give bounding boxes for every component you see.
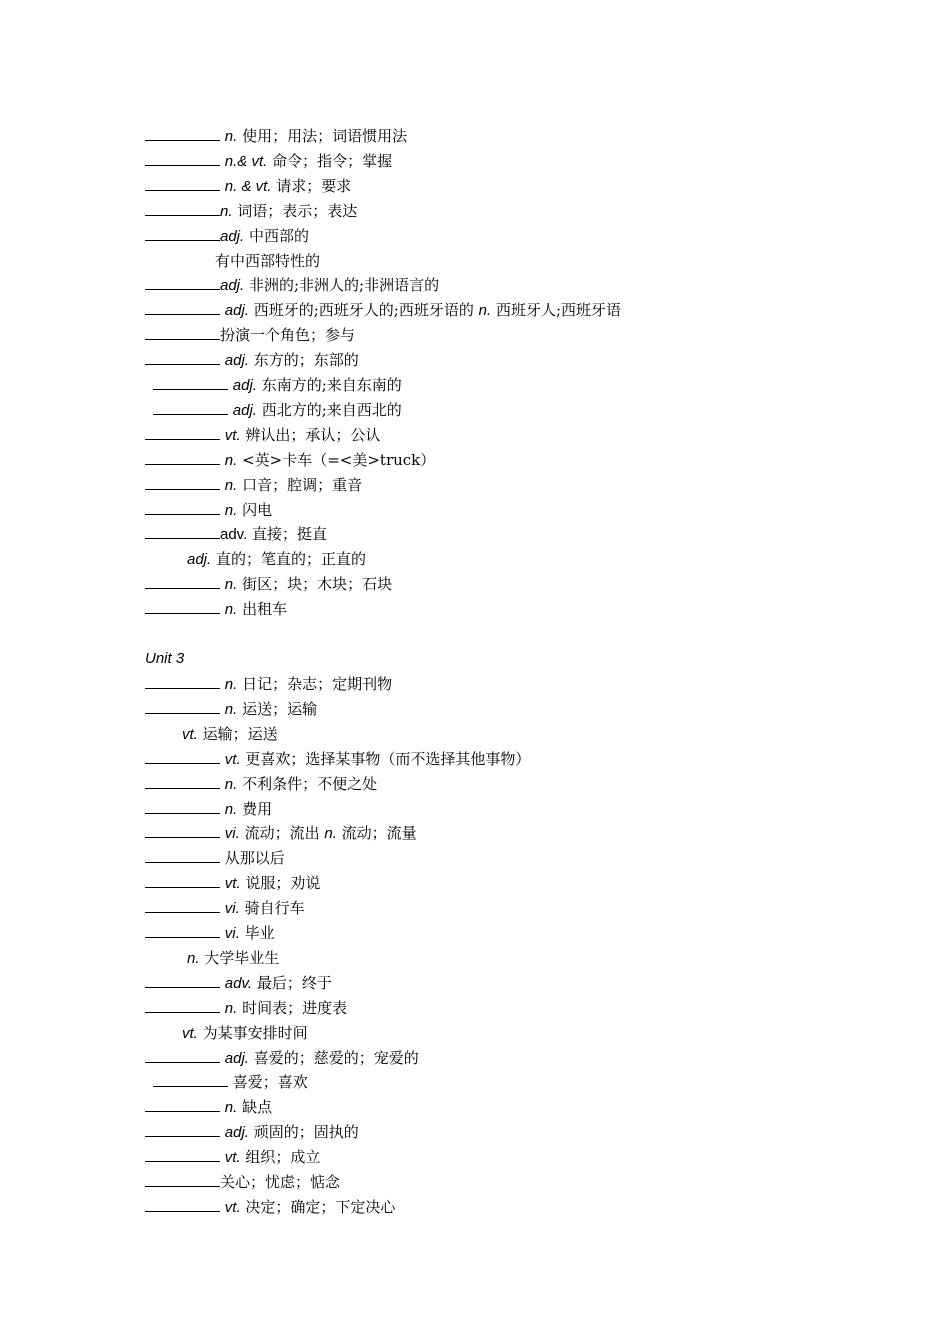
fill-in-blank[interactable] [145, 201, 220, 216]
part-of-speech: n. [224, 1099, 238, 1117]
fill-in-blank[interactable] [153, 375, 228, 390]
part-of-speech: n.& vt. [224, 152, 268, 170]
part-of-speech: adj. [220, 277, 245, 295]
vocab-entry [187, 947, 279, 969]
fill-in-blank[interactable] [145, 1122, 220, 1137]
definition: 口音；腔调；重音 [242, 475, 363, 494]
vocab-entry [145, 673, 392, 695]
fill-in-blank[interactable] [145, 998, 220, 1013]
part-of-speech: n. [224, 476, 238, 494]
part-of-speech: n. [224, 501, 238, 519]
vocab-entry [145, 748, 530, 770]
definition: 流动；流出 [244, 824, 320, 843]
fill-in-blank[interactable] [145, 848, 220, 863]
definition: 使用；用法；词语惯用法 [242, 127, 408, 145]
definition: 费用 [242, 799, 273, 818]
definition: 为某事安排时间 [202, 1023, 308, 1042]
definition: 流动；流量 [341, 824, 417, 843]
vocab-entry [145, 225, 309, 247]
vocab-entry [145, 1096, 272, 1118]
definition: 东方的；东部的 [253, 351, 359, 370]
fill-in-blank[interactable] [153, 1072, 228, 1087]
part-of-speech: n. [224, 800, 238, 818]
part-of-speech: vi. [224, 825, 240, 843]
definition: 日记；杂志；定期刊物 [242, 675, 393, 693]
part-of-speech: n. [324, 825, 337, 843]
fill-in-blank[interactable] [145, 1097, 220, 1112]
part-of-speech: n. [187, 949, 200, 967]
part-of-speech: adj. [232, 377, 257, 394]
vocab-entry [153, 1071, 308, 1093]
fill-in-blank[interactable] [153, 400, 228, 415]
fill-in-blank[interactable] [145, 873, 220, 888]
part-of-speech: n. [224, 999, 238, 1017]
vocab-entry [215, 250, 320, 272]
definition: 闪电 [242, 500, 273, 519]
part-of-speech: vt. [224, 1198, 241, 1216]
definition: 更喜欢；选择某事物（而不选择其他事物） [245, 749, 531, 768]
vocab-entry [145, 798, 272, 820]
part-of-speech: adv. [224, 974, 253, 992]
fill-in-blank[interactable] [145, 574, 220, 589]
part-of-speech: adj. [224, 1049, 249, 1067]
vocab-entry [145, 698, 317, 720]
definition: 毕业 [244, 924, 275, 942]
definition: 缺点 [242, 1098, 273, 1117]
part-of-speech: n. & vt. [224, 177, 272, 195]
definition: 街区；块；木块；石块 [242, 575, 393, 594]
definition: 非洲的;非洲人的;非洲语言的 [248, 276, 440, 295]
vocab-entry [187, 548, 366, 570]
part-of-speech: n. [224, 601, 238, 619]
definition: 决定；确定；下定决心 [245, 1197, 396, 1216]
vocab-entry [145, 523, 327, 545]
definition: 请求；要求 [276, 176, 352, 195]
fill-in-blank[interactable] [145, 1172, 220, 1187]
vocab-entry [145, 872, 320, 894]
fill-in-blank[interactable] [145, 674, 220, 689]
definition: 西北方的;来自西北的 [261, 400, 402, 419]
part-of-speech: n. [224, 128, 238, 145]
fill-in-blank[interactable] [145, 450, 220, 465]
vocab-entry [145, 847, 285, 869]
vocab-entry [145, 299, 621, 321]
fill-in-blank[interactable] [145, 799, 220, 814]
definition: 扮演一个角色；参与 [220, 326, 356, 345]
vocab-entry [145, 897, 305, 919]
definition: 东南方的;来自东南的 [261, 376, 402, 394]
fill-in-blank[interactable] [145, 973, 220, 988]
part-of-speech: n. [220, 202, 233, 220]
vocab-entry [145, 424, 380, 446]
vocab-entry [145, 573, 392, 595]
fill-in-blank[interactable] [145, 425, 220, 440]
definition: 不利条件；不便之处 [242, 774, 378, 793]
vocab-entry [145, 1171, 340, 1193]
fill-in-blank[interactable] [145, 350, 220, 365]
fill-in-blank[interactable] [145, 823, 220, 838]
vocab-entry [145, 274, 439, 296]
fill-in-blank[interactable] [145, 1197, 220, 1212]
vocab-entry [145, 822, 417, 844]
definition: 中西部的 [248, 226, 309, 245]
definition: 词语；表示；表达 [237, 201, 358, 220]
unit-heading: Unit 3 [145, 650, 185, 667]
fill-in-blank[interactable] [145, 126, 220, 141]
definition: <英>卡车（=<美>truck） [242, 450, 436, 469]
part-of-speech: vt. [224, 426, 241, 444]
part-of-speech: vt. [182, 1024, 198, 1042]
fill-in-blank[interactable] [145, 226, 220, 241]
vocab-entry [145, 449, 435, 471]
fill-in-blank[interactable] [145, 923, 220, 938]
vocab-entry [145, 499, 272, 521]
vocab-entry [145, 598, 287, 620]
vocab-entry [145, 1121, 359, 1143]
part-of-speech: vt. [224, 1149, 241, 1167]
vocab-entry [145, 997, 347, 1019]
definition: 出租车 [242, 600, 288, 619]
fill-in-blank[interactable] [145, 1147, 220, 1162]
vocab-entry [153, 399, 402, 421]
fill-in-blank[interactable] [145, 176, 220, 191]
vocab-entry [153, 374, 402, 396]
definition: 西班牙的;西班牙人的;西班牙语的 [253, 301, 474, 320]
vocab-entry [182, 1022, 308, 1044]
fill-in-blank[interactable] [145, 475, 220, 490]
definition: 有中西部特性的 [215, 251, 321, 270]
vocab-entry [145, 200, 357, 222]
definition: 运输；运送 [202, 724, 278, 743]
fill-in-blank[interactable] [145, 749, 220, 764]
vocab-entry [145, 1146, 320, 1168]
fill-in-blank[interactable] [145, 774, 220, 789]
part-of-speech: adv. [220, 526, 248, 544]
part-of-speech: vt. [182, 725, 198, 743]
definition: 时间表；进度表 [242, 998, 348, 1017]
definition: 最后；终于 [256, 973, 332, 992]
definition: 运送；运输 [242, 699, 318, 718]
fill-in-blank[interactable] [145, 898, 220, 913]
vocab-entry [145, 349, 359, 371]
part-of-speech: n. [224, 576, 238, 594]
definition: 直接；挺直 [252, 525, 328, 544]
fill-in-blank[interactable] [145, 500, 220, 515]
vocab-entry [145, 474, 362, 496]
part-of-speech: adj. [232, 401, 257, 419]
vocab-entry [145, 1047, 419, 1069]
vocab-entry [145, 922, 275, 944]
vocab-entry [145, 773, 377, 795]
definition: 顽固的；固执的 [253, 1123, 359, 1142]
fill-in-blank[interactable] [145, 699, 220, 714]
definition: 西班牙人;西班牙语 [495, 301, 621, 320]
vocab-entry [145, 1196, 395, 1218]
definition: 从那以后 [224, 849, 285, 868]
part-of-speech: vi. [224, 900, 240, 918]
fill-in-blank[interactable] [145, 151, 220, 166]
part-of-speech: vt. [224, 750, 241, 768]
vocab-entry [145, 324, 355, 346]
part-of-speech: vi. [224, 925, 240, 942]
vocab-entry [145, 972, 332, 994]
part-of-speech: n. [224, 775, 238, 793]
definition: 说服；劝说 [245, 874, 321, 893]
fill-in-blank[interactable] [145, 1048, 220, 1063]
fill-in-blank[interactable] [145, 275, 220, 290]
definition: 喜爱的；慈爱的；宠爱的 [253, 1048, 419, 1067]
definition: 骑自行车 [244, 899, 305, 918]
part-of-speech: n. [478, 302, 492, 320]
part-of-speech: adj. [187, 551, 212, 569]
part-of-speech: adj. [220, 227, 245, 245]
vocab-entry [145, 125, 407, 147]
fill-in-blank[interactable] [145, 599, 220, 614]
part-of-speech: n. [224, 700, 238, 718]
part-of-speech: adj. [224, 1124, 249, 1142]
vocab-entry [145, 150, 392, 172]
fill-in-blank[interactable] [145, 524, 220, 539]
definition: 直的；笔直的；正直的 [215, 550, 366, 569]
part-of-speech: n. [224, 451, 238, 469]
definition: 关心；忧虑；惦念 [220, 1173, 341, 1191]
definition: 命令；指令；掌握 [272, 151, 393, 170]
part-of-speech: vt. [224, 875, 241, 893]
definition: 组织；成立 [245, 1148, 321, 1167]
definition: 喜爱；喜欢 [232, 1073, 308, 1092]
fill-in-blank[interactable] [145, 325, 220, 340]
fill-in-blank[interactable] [145, 300, 220, 315]
vocab-entry [145, 175, 351, 197]
part-of-speech: n. [224, 676, 238, 693]
definition: 大学毕业生 [204, 948, 280, 967]
part-of-speech: adj. [224, 302, 249, 320]
vocab-entry [182, 723, 278, 745]
part-of-speech: adj. [224, 352, 249, 370]
definition: 辨认出；承认；公认 [245, 425, 381, 444]
